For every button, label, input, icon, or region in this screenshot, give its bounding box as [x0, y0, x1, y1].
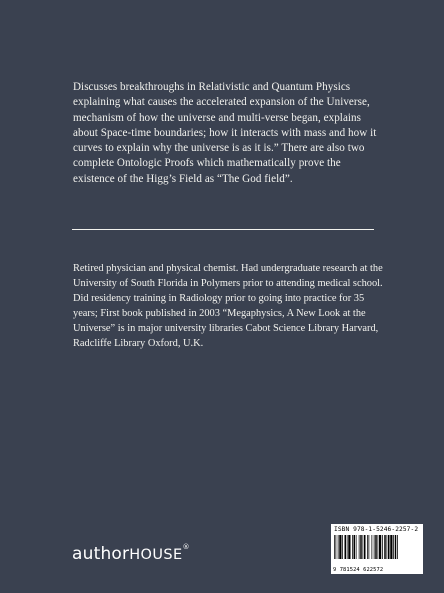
barcode-digits: 9 781524 622572 — [333, 567, 384, 573]
author-bio-text: Retired physician and physical chemist. Had undergraduate research at the University of South Florida in Polymers prior to attending medical school. Did residency training in Radiology prior to going into practice for 35 years; First book published in 2003 “Megaphysics, A New Look at the Universe” is in major university libraries Cabot Science Library Harvard, Radcliffe Library Oxford, U.K. — [73, 263, 383, 350]
isbn-label: ISBN 978-1-5246-2257-2 — [334, 526, 419, 533]
section-divider — [72, 229, 374, 230]
barcode-bars-icon — [334, 533, 420, 566]
isbn-barcode — [331, 524, 423, 574]
book-description-text: Discusses breakthroughs in Relativistic and Quantum Physics explaining what causes the accelerated expansion of the Universe, mechanism of how the universe and multi-verse began, explains about Space-time boundaries; how it interacts with mass and how it curves to explain why the universe is as it is.” There are also two complete Ontologic Proofs which mathematically prove the existence of the Higg’s Field as “The God field”. — [73, 81, 377, 185]
author-bio — [73, 261, 383, 352]
publisher-name-upper: HOUSE — [129, 547, 183, 563]
publisher-name-lower: author — [72, 544, 130, 564]
registered-mark: ® — [182, 543, 190, 551]
publisher-logo — [72, 544, 190, 564]
book-description — [73, 80, 383, 187]
